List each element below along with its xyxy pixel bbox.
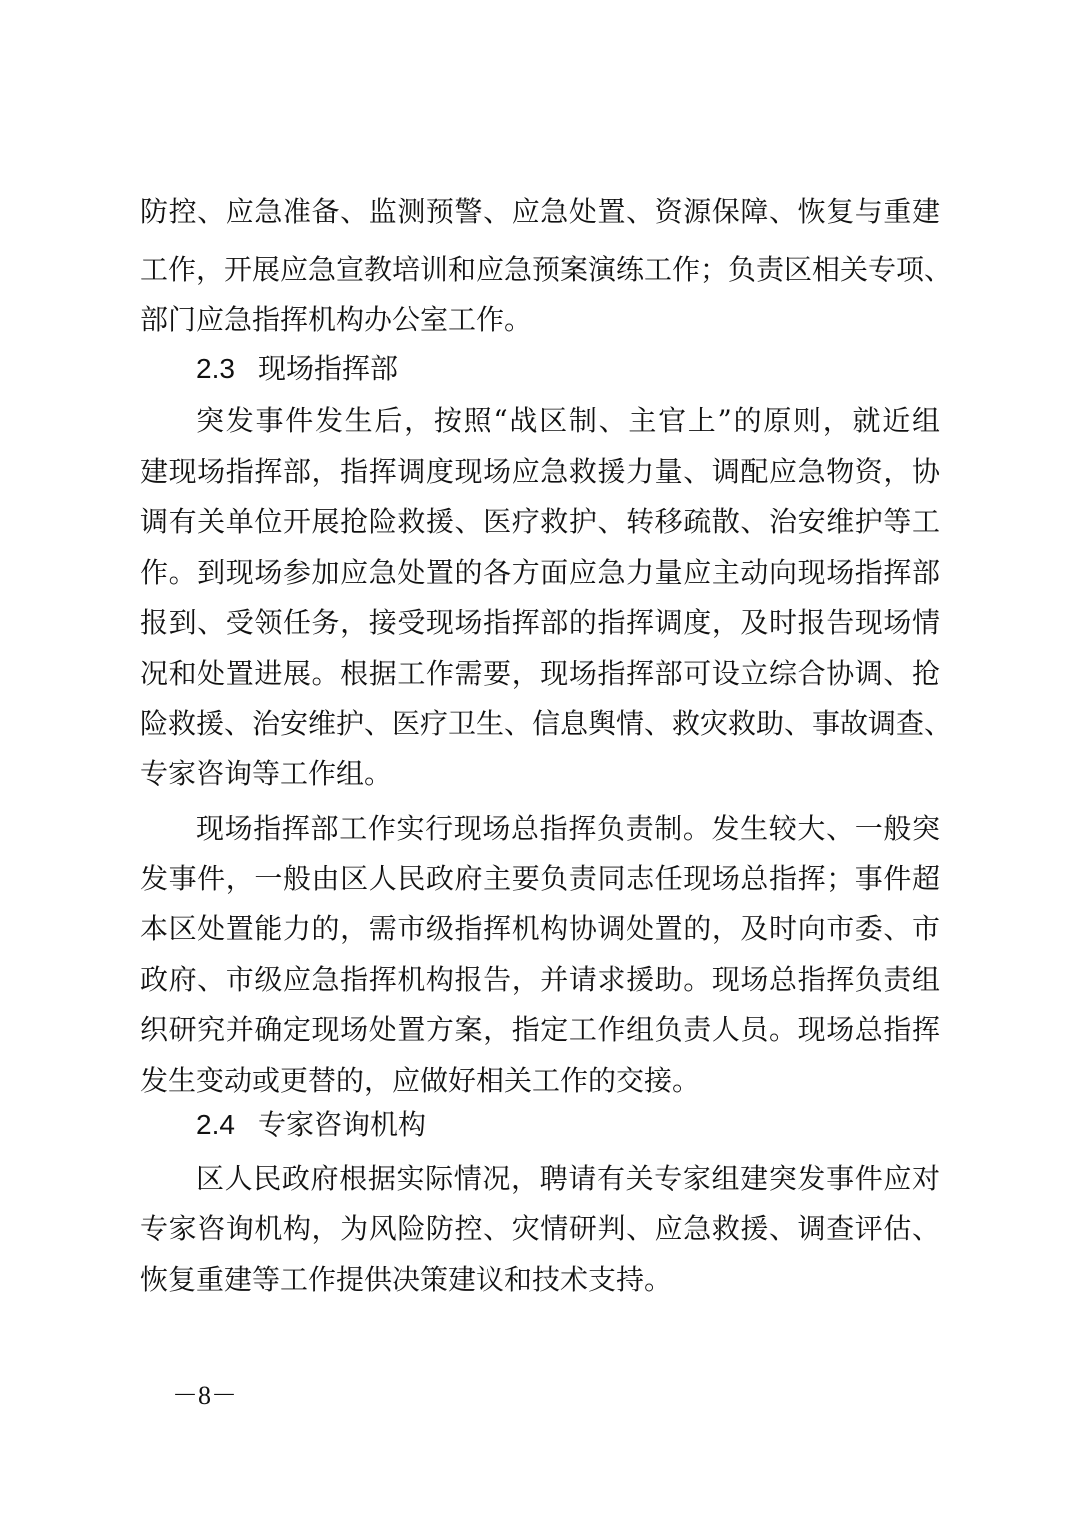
text-line: 现场指挥部工作实行现场总指挥负责制。发生较大、一般突: [196, 812, 940, 845]
section-heading-2-4: [196, 1096, 426, 1154]
text-line: 建现场指挥部，指挥调度现场应急救援力量、调配应急物资，协: [140, 455, 940, 488]
text-line: 险救援、治安维护、医疗卫生、信息舆情、救灾救助、事故调查、: [140, 707, 953, 740]
text-line: 工作，开展应急宣教培训和应急预案演练工作；负责区相关专项、: [140, 253, 953, 286]
text-line: 作。到现场参加应急处置的各方面应急力量应主动向现场指挥部: [140, 556, 940, 589]
text-line: 政府、市级应急指挥机构报告，并请求援助。现场总指挥负责组: [140, 963, 940, 996]
text-line: 织研究并确定现场处置方案，指定工作组负责人员。现场总指挥: [140, 1013, 940, 1046]
section-number: 2.3: [196, 353, 235, 384]
text-line: 专家咨询机构，为风险防控、灾情研判、应急救援、调查评估、: [140, 1212, 940, 1245]
text-line: 突发事件发生后，按照“战区制、主官上”的原则，就近组: [196, 404, 940, 437]
text-line: 专家咨询等工作组。: [140, 757, 393, 790]
section-title: 专家咨询机构: [258, 1108, 427, 1141]
section-number: 2.4: [196, 1109, 235, 1140]
text-line: 本区处置能力的，需市级指挥机构协调处置的，及时向市委、市: [140, 912, 940, 945]
text-line: 发事件，一般由区人民政府主要负责同志任现场总指挥；事件超: [140, 862, 940, 895]
section-title: 现场指挥部: [258, 352, 399, 385]
text-line: 报到、受领任务，接受现场指挥部的指挥调度，及时报告现场情: [140, 606, 940, 639]
text-line: 发生变动或更替的，应做好相关工作的交接。: [140, 1064, 701, 1097]
text-line: 区人民政府根据实际情况，聘请有关专家组建突发事件应对: [196, 1162, 940, 1195]
text-line: 部门应急指挥机构办公室工作。: [140, 303, 533, 336]
section-heading-2-3: [196, 340, 398, 398]
text-line: 况和处置进展。根据工作需要，现场指挥部可设立综合协调、抢: [140, 657, 940, 690]
page-number: －8－: [172, 1381, 238, 1410]
text-line: 调有关单位开展抢险救援、医疗救护、转移疏散、治安维护等工: [140, 505, 940, 538]
text-line: 恢复重建等工作提供决策建议和技术支持。: [140, 1263, 673, 1296]
text-line: 防控、应急准备、监测预警、应急处置、资源保障、恢复与重建: [140, 195, 940, 228]
